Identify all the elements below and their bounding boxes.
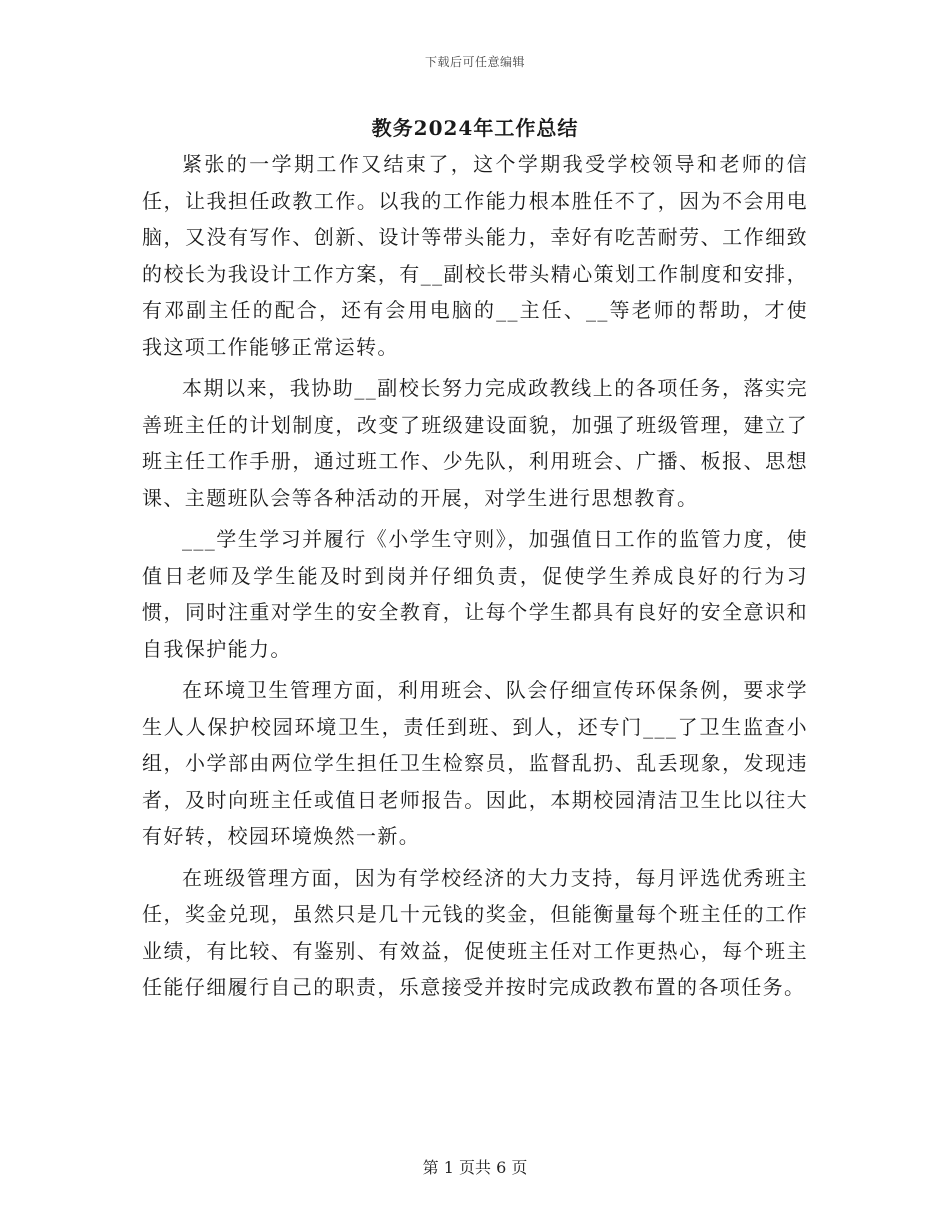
paragraph-3: ___学生学习并履行《小学生守则》，加强值日工作的监管力度，使值日老师及学生能及时到岗并仔细负责，促使学生养成良好的行为习惯，同时注重对学生的安全教育，让每个学生都具有良好的安全意识和自我保护能力。 [142, 527, 808, 661]
paragraph-5: 在班级管理方面，因为有学校经济的大力支持，每月评选优秀班主任，奖金兑现，虽然只是几十元钱的奖金，但能衡量每个班主任的工作业绩，有比较、有鉴别、有效益，促使班主任对工作更热心，每个班主任能仔细履行自己的职责，乐意接受并按时完成政教布置的各项任务。 [142, 865, 808, 999]
paragraph-1: 紧张的一学期工作又结束了，这个学期我受学校领导和老师的信任，让我担任政教工作。以我的工作能力根本胜任不了，因为不会用电脑，又没有写作、创新、设计等带头能力，幸好有吃苦耐劳、工作细致的校长为我设计工作方案，有__副校长带头精心策划工作制度和安排，有邓副主任的配合，还有会用电脑的__主任、__等老师的帮助，才使我这项工作能够正常运转。 [142, 152, 808, 359]
document-title: 教务2024年工作总结 [371, 116, 579, 140]
paragraph-4: 在环境卫生管理方面，利用班会、队会仔细宣传环保条例，要求学生人人保护校园环境卫生，责任到班、到人，还专门___了卫生监查小组，小学部由两位学生担任卫生检察员，监督乱扔、乱丢现象，发现违者，及时向班主任或值日老师报告。因此，本期校园清洁卫生比以往大有好转，校园环境焕然一新。 [142, 678, 808, 848]
paragraph-2: 本期以来，我协助__副校长努力完成政教线上的各项任务，落实完善班主任的计划制度，改变了班级建设面貌，加强了班级管理，建立了班主任工作手册，通过班工作、少先队，利用班会、广播、板报、思想课、主题班队会等各种活动的开展，对学生进行思想教育。 [142, 376, 808, 510]
page-number: 第 1 页共 6 页 [422, 1158, 528, 1177]
header-note: 下载后可任意编辑 [424, 55, 525, 69]
document-body [142, 146, 808, 1011]
